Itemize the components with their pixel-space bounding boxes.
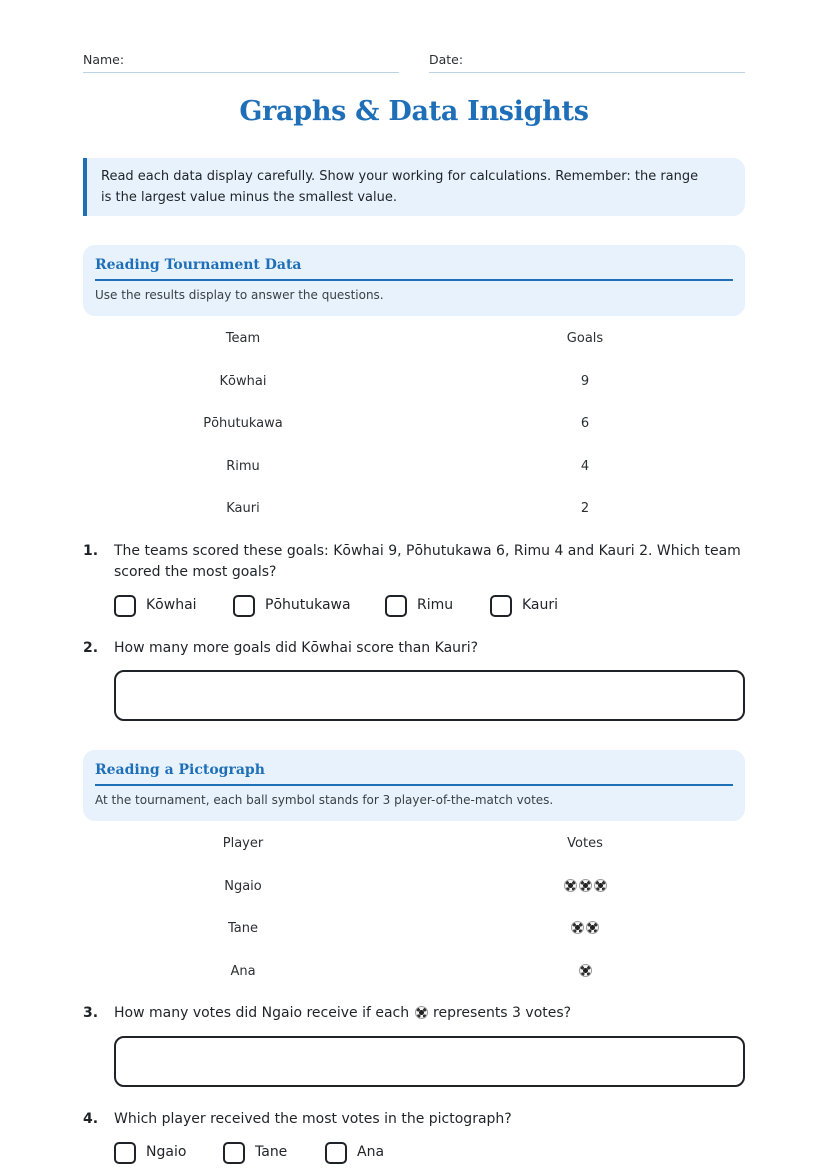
- goals-value: 4: [580, 458, 590, 474]
- goals-value: 6: [580, 416, 590, 431]
- section-tournament-header: [83, 245, 745, 316]
- question-text-after: represents 3 votes?: [433, 1005, 572, 1021]
- question-3: [83, 1003, 745, 1024]
- column-header-team: Team: [225, 331, 261, 346]
- goals-value: 9: [580, 373, 590, 389]
- option-label: Tane: [255, 1144, 288, 1160]
- checkbox[interactable]: [223, 1142, 245, 1164]
- question-text: Which player received the most votes in the pictograph?: [114, 1111, 512, 1127]
- question-1: [83, 541, 745, 583]
- column-header-player: Player: [222, 836, 264, 851]
- team-name: Kōwhai: [219, 373, 267, 389]
- table-row: [83, 374, 745, 417]
- player-name: Ngaio: [224, 878, 262, 894]
- soccer-ball-icon: [586, 921, 599, 934]
- worksheet-title: Graphs & Data Insights: [239, 96, 589, 127]
- soccer-ball-icon: [594, 879, 607, 892]
- soccer-ball-icon: [415, 1006, 428, 1019]
- player-name: Tane: [228, 921, 258, 936]
- instructions-box: [83, 158, 745, 216]
- checkbox[interactable]: [114, 595, 136, 617]
- soccer-ball-icon: [571, 921, 584, 934]
- question-2: [83, 638, 745, 659]
- checkbox[interactable]: [233, 595, 255, 617]
- name-field[interactable]: [83, 52, 399, 73]
- question-text: How many more goals did Kōwhai score than Kauri?: [114, 640, 479, 656]
- date-field[interactable]: [429, 52, 745, 73]
- question-text: [114, 1003, 744, 1024]
- column-header-goals: Goals: [566, 331, 604, 346]
- player-name: Ana: [230, 963, 256, 979]
- option-label: Pōhutukawa: [265, 597, 351, 613]
- table-header-row: [83, 331, 745, 374]
- section-subtitle: Use the results display to answer the questions.: [95, 288, 384, 302]
- option-label: Ana: [357, 1144, 385, 1160]
- checkbox[interactable]: [325, 1142, 347, 1164]
- table-row: [83, 459, 745, 502]
- table-row: [83, 879, 745, 922]
- section-heading: Reading Tournament Data: [95, 257, 733, 281]
- soccer-ball-icon: [579, 964, 592, 977]
- question-number: 3.: [83, 1005, 99, 1021]
- question-text-before: How many votes did Ngaio receive if each: [114, 1005, 410, 1021]
- soccer-ball-icon: [564, 879, 577, 892]
- question-number: 2.: [83, 640, 99, 656]
- table-row: [83, 921, 745, 964]
- votes-pictograph: [425, 921, 745, 936]
- question-4: [83, 1109, 745, 1130]
- tournament-table: [83, 331, 745, 544]
- team-name: Pōhutukawa: [203, 416, 283, 431]
- name-label: Name:: [83, 52, 125, 67]
- pictograph-table: [83, 836, 745, 1006]
- table-header-row: [83, 836, 745, 879]
- question-text: The teams scored these goals: Kōwhai 9, Pōhutukawa 6, Rimu 4 and Kauri 2. Which team scored the most goals?: [114, 543, 741, 580]
- instructions-text: Read each data display carefully. Show your working for calculations. Remember: the range is the largest value minus the smallest value.: [101, 169, 699, 205]
- table-row: [83, 501, 745, 544]
- checkbox[interactable]: [385, 595, 407, 617]
- goals-value: 2: [580, 501, 590, 516]
- table-row: [83, 416, 745, 459]
- votes-pictograph: [425, 879, 745, 894]
- soccer-ball-icon: [579, 879, 592, 892]
- answer-box-question-3[interactable]: [114, 1036, 745, 1087]
- column-header-votes: Votes: [567, 836, 603, 851]
- checkbox[interactable]: [114, 1142, 136, 1164]
- section-subtitle: At the tournament, each ball symbol stands for 3 player-of-the-match votes.: [95, 793, 554, 807]
- table-row: [83, 964, 745, 1007]
- student-fields: [83, 52, 745, 74]
- date-label: Date:: [429, 52, 464, 67]
- team-name: Rimu: [226, 458, 260, 474]
- question-number: 1.: [83, 543, 99, 559]
- option-label: Kauri: [522, 597, 559, 613]
- option-label: Rimu: [417, 597, 454, 613]
- option-label: Ngaio: [146, 1144, 187, 1160]
- section-pictograph-header: [83, 750, 745, 821]
- answer-box-question-2[interactable]: [114, 670, 745, 721]
- question-number: 4.: [83, 1111, 99, 1127]
- option-label: Kōwhai: [146, 597, 197, 613]
- checkbox[interactable]: [490, 595, 512, 617]
- section-heading: Reading a Pictograph: [95, 762, 733, 786]
- votes-pictograph: [425, 964, 745, 979]
- team-name: Kauri: [226, 501, 260, 516]
